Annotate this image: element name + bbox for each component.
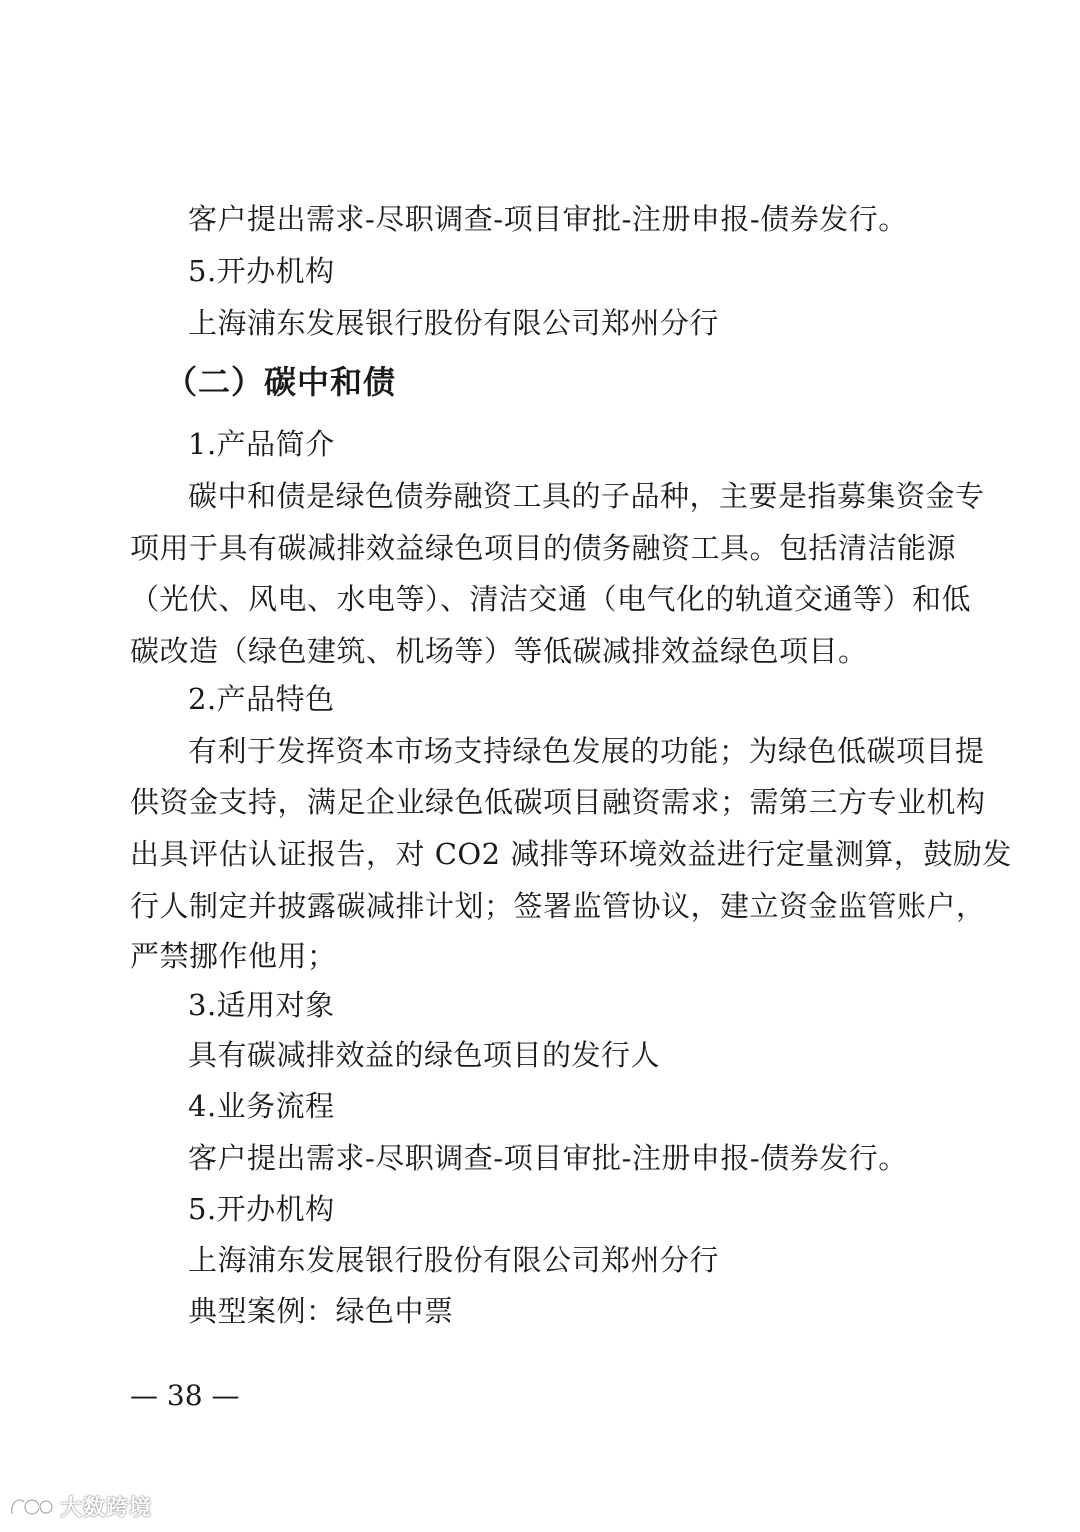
features-line-1: 有利于发挥资本市场支持绿色发展的功能；为绿色低碳项目提	[188, 734, 985, 768]
watermark	[8, 1488, 152, 1524]
features-line-5: 严禁挪作他用；	[130, 939, 337, 973]
institution-heading-top: 5.开办机构	[188, 254, 335, 288]
features-heading: 2.产品特色	[188, 682, 335, 716]
watermark-logo-icon	[8, 1492, 54, 1520]
intro-heading: 1.产品简介	[188, 427, 335, 461]
intro-line-3: （光伏、风电、水电等）、清洁交通（电气化的轨道交通等）和低	[130, 582, 972, 616]
intro-line-1: 碳中和债是绿色债券融资工具的子品种，主要是指募集资金专	[188, 479, 985, 513]
process-heading: 4.业务流程	[188, 1089, 335, 1123]
watermark-text: 大数跨境	[60, 1495, 153, 1521]
page-number: — 38 —	[130, 1379, 240, 1412]
features-line-3: 出具评估认证报告，对 CO2 减排等环境效益进行定量测算，鼓励发	[130, 837, 1012, 871]
features-line-4: 行人制定并披露碳减排计划；签署监管协议，建立资金监管账户，	[130, 889, 986, 923]
institution-text-top: 上海浦东发展银行股份有限公司郑州分行	[188, 306, 720, 340]
institution-text: 上海浦东发展银行股份有限公司郑州分行	[188, 1243, 720, 1277]
features-line-2: 供资金支持，满足企业绿色低碳项目融资需求；需第三方专业机构	[130, 785, 986, 819]
intro-line-4: 碳改造（绿色建筑、机场等）等低碳减排效益绿色项目。	[130, 634, 868, 668]
target-heading: 3.适用对象	[188, 988, 335, 1022]
process-text-top: 客户提出需求-尽职调查-项目审批-注册申报-债券发行。	[188, 202, 908, 236]
intro-line-2: 项用于具有碳减排效益绿色项目的债务融资工具。包括清洁能源	[130, 531, 957, 565]
case-text: 典型案例：绿色中票	[188, 1294, 454, 1328]
institution-heading: 5.开办机构	[188, 1192, 335, 1226]
process-text: 客户提出需求-尽职调查-项目审批-注册申报-债券发行。	[188, 1141, 908, 1175]
section-heading: （二）碳中和债	[165, 363, 397, 401]
target-text: 具有碳减排效益的绿色项目的发行人	[188, 1038, 661, 1072]
